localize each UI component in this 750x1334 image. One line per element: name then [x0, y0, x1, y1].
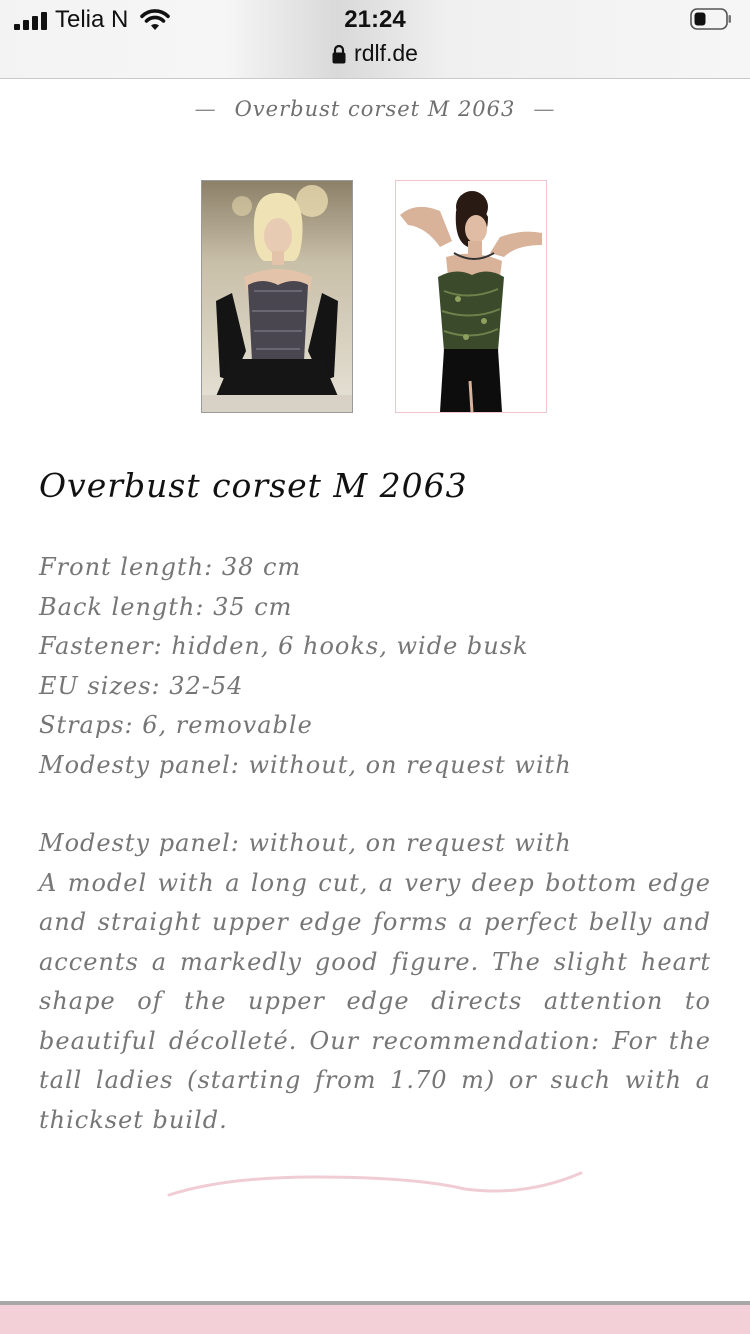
status-bar	[0, 0, 750, 79]
description-text: A model with a long cut, a very deep bottom edge and straight upper edge forms a perfect belly and accents a markedly good figure. The slight heart shape of the upper edge directs attention to beautiful décolleté. Our recommendation: For the tall ladies (starting from 1.70 m) or such with a thickset build.	[39, 868, 711, 1134]
url-text: rdlf.de	[354, 40, 418, 66]
header-title: Overbust corset M 2063	[234, 97, 516, 121]
lock-icon	[332, 44, 346, 64]
spec-eu-sizes: EU sizes: 32-54	[39, 671, 244, 700]
spec-front-length: Front length: 38 cm	[39, 553, 302, 581]
page-header	[0, 97, 750, 121]
battery-icon	[690, 8, 732, 30]
spec-straps: Straps: 6, removable	[39, 711, 313, 739]
product-thumbnail-1[interactable]	[201, 180, 353, 413]
header-dash-left: —	[194, 97, 217, 121]
product-photo-2	[396, 181, 546, 412]
spec-modesty-panel: Modesty panel: without, on request with	[39, 750, 572, 779]
description-heading: Modesty panel: without, on request with	[39, 829, 572, 857]
product-photo-1	[202, 181, 352, 412]
carrier-name: Telia N	[55, 6, 129, 33]
product-description	[39, 824, 711, 1140]
spec-back-length: Back length: 35 cm	[39, 592, 293, 621]
product-thumbnail-2[interactable]	[395, 180, 547, 413]
clock: 21:24	[344, 6, 406, 33]
product-title: Overbust corset M 2063	[39, 466, 468, 505]
address-bar[interactable]	[0, 40, 750, 67]
decorative-swoosh	[165, 1165, 585, 1205]
spec-list	[39, 548, 711, 785]
spec-fastener: Fastener: hidden, 6 hooks, wide busk	[39, 632, 529, 660]
footer-bar	[0, 1305, 750, 1334]
header-dash-right: —	[533, 97, 556, 121]
